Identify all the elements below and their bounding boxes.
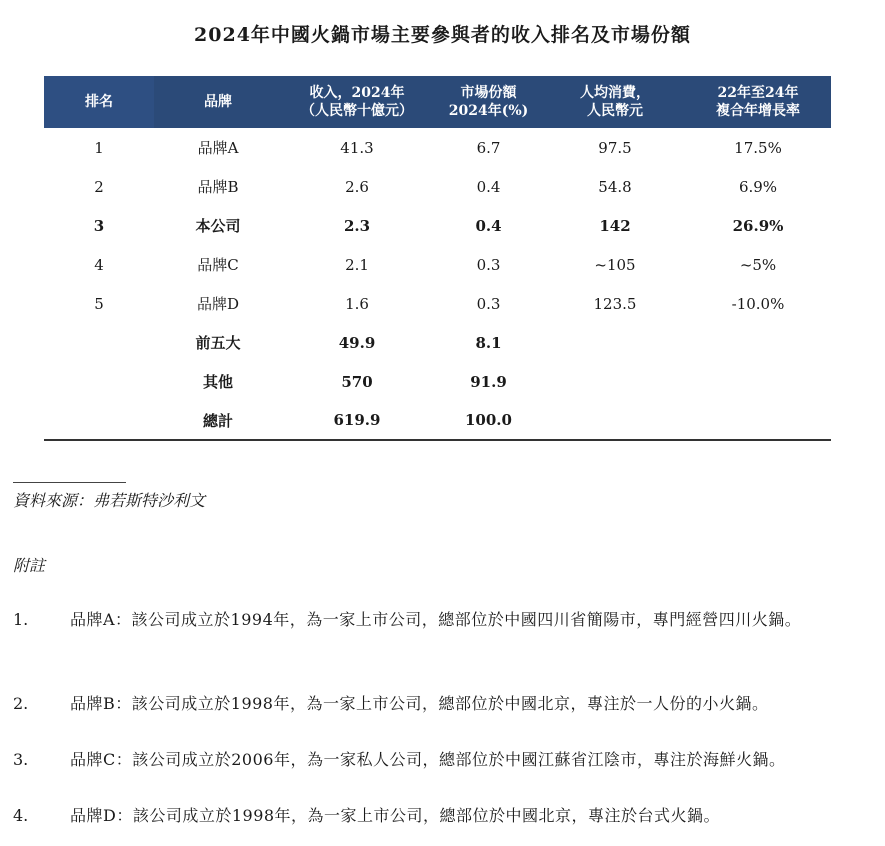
- note-number: 1.: [13, 610, 29, 629]
- cell-rank: 3: [93, 216, 105, 235]
- note-text: 品牌C：該公司成立於2006年，為一家私人公司，總部位於中國江蘇省江陰市，專注於海鮮火鍋。: [70, 750, 786, 769]
- cell-spend: 54.8: [598, 177, 632, 196]
- cell-spend: ~105: [594, 255, 636, 274]
- cell-cagr: [685, 401, 831, 440]
- table-row: [44, 128, 831, 167]
- cell-cagr: [685, 323, 831, 362]
- cell-brand: 品牌B: [197, 178, 239, 196]
- cell-cagr: 26.9%: [732, 216, 784, 235]
- source-note: 資料來源：弗若斯特沙利文: [13, 491, 206, 510]
- cell-share: 6.7: [476, 138, 501, 157]
- cell-brand: 品牌D: [196, 295, 240, 313]
- cell-cagr: 17.5%: [734, 138, 782, 157]
- table-row: [44, 284, 831, 323]
- ranking-table: [44, 76, 831, 441]
- cell-share: 0.4: [475, 216, 502, 235]
- cell-rank: 5: [94, 294, 104, 313]
- cell-brand: 前五大: [195, 334, 241, 352]
- cell-share: 91.9: [470, 372, 507, 391]
- cell-brand: 品牌A: [197, 139, 239, 157]
- cell-spend: [545, 323, 685, 362]
- cell-brand: 總計: [202, 411, 233, 430]
- cell-revenue: 2.1: [345, 255, 369, 274]
- cell-cagr: -10.0%: [731, 294, 785, 313]
- cell-revenue: 2.3: [343, 216, 371, 235]
- cell-share: 8.1: [475, 333, 502, 352]
- cell-brand: 其他: [202, 373, 233, 391]
- note-number: 3.: [13, 750, 29, 769]
- cell-rank: 4: [94, 255, 104, 274]
- note-item: [13, 802, 868, 829]
- cell-share: 0.3: [476, 255, 501, 274]
- cell-revenue: 619.9: [333, 411, 381, 429]
- header-brand: 品牌: [154, 76, 282, 128]
- table-row-others: [44, 362, 831, 401]
- note-number: 4.: [13, 806, 29, 825]
- cell-rank: [44, 323, 154, 362]
- cell-brand: 品牌C: [197, 256, 239, 274]
- header-market-share: 市場份額 2024年(%): [432, 76, 545, 128]
- cell-brand: 本公司: [195, 217, 241, 235]
- cell-share: 0.4: [476, 177, 501, 196]
- cell-revenue: 49.9: [338, 333, 376, 352]
- table-row-grand-total: [44, 401, 831, 440]
- table-row-top5-total: [44, 323, 831, 362]
- header-per-capita-spend: 人均消費， 人民幣元: [545, 76, 685, 128]
- note-item: [13, 690, 868, 717]
- note-item: [13, 606, 868, 633]
- note-text: 品牌D：該公司成立於1998年，為一家上市公司，總部位於中國北京，專注於台式火鍋。: [70, 806, 721, 825]
- cell-rank: [44, 362, 154, 401]
- table-header-row: [44, 76, 831, 128]
- header-revenue: 收入，2024年 （人民幣十億元）: [282, 76, 432, 128]
- notes-heading: 附註: [13, 556, 46, 575]
- cell-revenue: 41.3: [340, 138, 374, 157]
- footnote-divider: [13, 482, 126, 483]
- cell-share: 100.0: [465, 411, 512, 429]
- cell-cagr: 6.9%: [738, 177, 778, 196]
- cell-revenue: 570: [341, 372, 373, 391]
- cell-revenue: 1.6: [345, 294, 369, 313]
- cell-spend: 97.5: [598, 138, 632, 157]
- cell-spend: 123.5: [593, 294, 637, 313]
- header-rank: 排名: [44, 76, 154, 128]
- table-row-highlight: [44, 206, 831, 245]
- cell-spend: [545, 362, 685, 401]
- note-item: [13, 746, 868, 773]
- cell-share: 0.3: [476, 294, 501, 313]
- table-row: [44, 245, 831, 284]
- cell-rank: [44, 401, 154, 440]
- cell-cagr: [685, 362, 831, 401]
- header-cagr: 22年至24年 複合年增長率: [685, 76, 831, 128]
- note-text: 品牌A：該公司成立於1994年，為一家上市公司，總部位於中國四川省簡陽市，專門經營四川火鍋。: [70, 610, 802, 629]
- cell-spend: [545, 401, 685, 440]
- cell-rank: 1: [94, 138, 104, 157]
- cell-revenue: 2.6: [345, 177, 369, 196]
- cell-rank: 2: [94, 177, 104, 196]
- cell-cagr: ~5%: [739, 255, 777, 274]
- table-row: [44, 167, 831, 206]
- page-title: 2024年中國火鍋市場主要參與者的收入排名及市場份額: [194, 24, 691, 46]
- note-number: 2.: [13, 694, 29, 713]
- cell-spend: 142: [599, 216, 631, 235]
- note-text: 品牌B：該公司成立於1998年，為一家上市公司，總部位於中國北京，專注於一人份的小火鍋。: [70, 694, 769, 713]
